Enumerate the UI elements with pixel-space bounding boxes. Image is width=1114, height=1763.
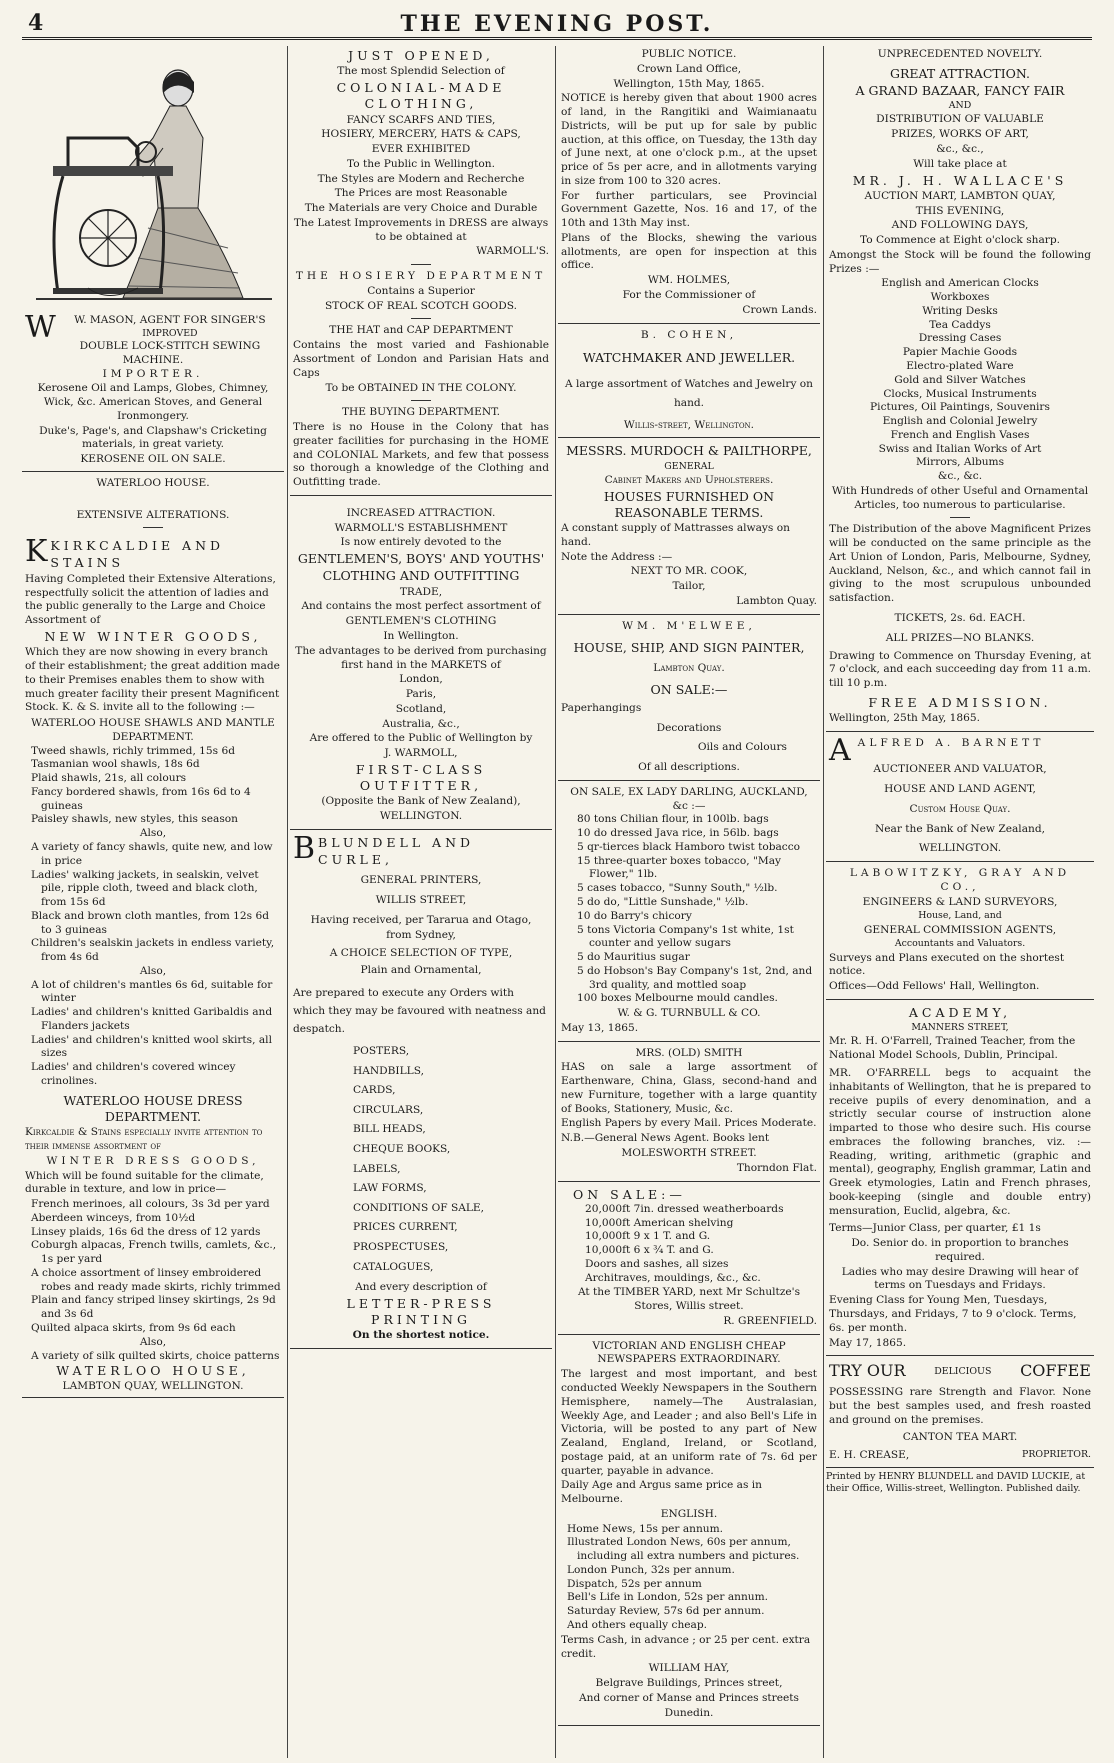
blundell-heading: BLUNDELL AND CURLE, bbox=[318, 834, 475, 867]
dress-item: Quilted alpaca skirts, from 9s 6d each bbox=[31, 1321, 236, 1334]
dress-item: Plain and fancy striped linsey skirtings, 2s 9d and 3s 6d bbox=[31, 1294, 276, 1321]
blundell-curle-ad: BBLUNDELL AND CURLE, GENERAL PRINTERS, WILLIS STREET, Having received, per Tararua and Otago, from Sydney, A CHOICE SELECTION OF TYPE, Plain and Ornamental, Are prepared to execute any Orders with which they may be favoured with neatness and despatch. POSTERS, HANDBILLS, CARDS, CIRCULARS, BILL HEADS, CHEQUE BOOKS, LABELS, LAW FORMS, CONDITIONS OF SALE, PRICES CURRENT, PROSPECTUSES, CATALOGUES, And every description of LETTER-PRESS PRINTING On the shortest notice. bbox=[290, 833, 552, 1349]
prize-item: Tea Caddys bbox=[929, 318, 991, 331]
greenfield-timber-ad: ON SALE:— 20,000ft 7in. dressed weatherboards 10,000ft American shelving 10,000ft 9 x 1 T. and G. 10,000ft 6 x ¾ T. and G. Doors and sashes, all sizes Architraves, mouldings, &c., &c. At the TIMBER YARD, next Mr Schultze's Stores, Willis street. R. GREENFIELD. bbox=[558, 1185, 820, 1335]
cargo-item: 80 tons Chilian flour, in 100lb. bags bbox=[577, 813, 769, 826]
academy-ad: ACADEMY, MANNERS STREET, Mr. R. H. O'Farrell, Trained Teacher, from the National Model Schools, Dublin, Principal. MR. O'FARRELL begs to acquaint the inhabitants of Wellington, that he is prepared to receive pupils of every denomination, and a strictly secular course of instruction alone imparted to those who desire such. His course embraces the following branches, viz. :—Reading, writing, arithmetic (graphic and mental), geography, English grammar, Latin and Greek etymologies, Latin and French phrases, book-keeping (single and double entry) mensuration, Euclid, algebra, &c. Terms—Junior Class, per quarter, £1 1s Do. Senior do. in proportion to branches required. Ladies who may desire Drawing will hear of terms on Tuesdays and Fridays. Evening Class for Young Men, Tuesdays, Thursdays, and Fridays, 7 to 9 o'clock. Terms, 6s. per month. May 17, 1865. bbox=[826, 1003, 1094, 1356]
cargo-item: 5 qr-tierces black Hamboro twist tobacco bbox=[577, 840, 801, 853]
printing-item: PRICES CURRENT, bbox=[353, 1221, 458, 1234]
cargo-item: 10 do dressed Java rice, in 56lb. bags bbox=[577, 827, 779, 840]
shawl-item: Ladies' and children's knitted wool skirts, all sizes bbox=[31, 1033, 272, 1060]
shawl-item: Tasmanian wool shawls, 18s 6d bbox=[31, 758, 200, 771]
prize-item: Gold and Silver Watches bbox=[894, 373, 1026, 386]
cargo-item: 15 three-quarter boxes tobacco, "May Flower," 1lb. bbox=[577, 854, 781, 881]
newspaper-item: Dispatch, 52s per annum bbox=[567, 1577, 702, 1590]
sewing-machine-illustration bbox=[28, 48, 278, 310]
printing-item: CHEQUE BOOKS, bbox=[353, 1143, 451, 1155]
masthead bbox=[22, 8, 1092, 40]
printing-item: PROSPECTUSES, bbox=[353, 1240, 449, 1253]
printing-item: HANDBILLS, bbox=[353, 1064, 424, 1077]
dress-item: Linsey plaids, 16s 6d the dress of 12 yards bbox=[31, 1225, 261, 1238]
printing-item: CARDS, bbox=[353, 1084, 396, 1097]
mrs-smith-ad: MRS. (OLD) SMITH HAS on sale a large assortment of Earthenware, China, Glass, second-hand and new Furniture, together with a large quantity of Books, Stationery, Music, &c. English Papers by every Mail. Prices Moderate. N.B.—General News Agent. Books lent MOLESWORTH STREET. Thorndon Flat. bbox=[558, 1045, 820, 1182]
shawl-item: Children's sealskin jackets in endless variety, from 4s 6d bbox=[31, 937, 275, 964]
public-notice-heading: PUBLIC NOTICE. bbox=[641, 48, 737, 60]
column-1 bbox=[22, 46, 284, 1758]
increased-attraction-ad: INCREASED ATTRACTION. WARMOLL'S ESTABLISHMENT Is now entirely devoted to the GENTLEMEN'S, BOYS' AND YOUTHS' CLOTHING AND OUTFITTING TRADE, And contains the most perfect assortment of GENTLEMEN'S CLOTHING In Wellington. The advantages to be derived from purchasing first hand in the MARKETS of London, Paris, Scotland, Australia, &c., Are offered to the Public of Wellington by J. WARMOLL, FIRST-CLASS OUTFITTER, (Opposite the Bank of New Zealand), WELLINGTON. bbox=[290, 499, 552, 830]
prize-item: Electro-plated Ware bbox=[906, 359, 1014, 372]
shawl-item: Ladies' and children's knitted Garibaldis and Flanders jackets bbox=[31, 1006, 273, 1032]
dress-item: Coburgh alpacas, French twills, camlets, &c., 1s per yard bbox=[31, 1239, 277, 1266]
timber-item: 10,000ft 6 x ¾ T. and G. bbox=[585, 1244, 714, 1257]
prize-item: Writing Desks bbox=[922, 304, 998, 317]
warmoll-ad: JUST OPENED, The most Splendid Selection of COLONIAL-MADE CLOTHING, FANCY SCARFS AND TIES, HOSIERY, MERCERY, HATS & CAPS, EVER EXHIBITED To the Public in Wellington. The Styles are Modern and Recherche The Prices are most Reasonable The Materials are very Choice and Durable The Latest Improvements in DRESS are always to be obtained at WARMOLL'S. THE HOSIERY DEPARTMENT Contains a Superior STOCK OF REAL SCOTCH GOODS. THE HAT and CAP DEPARTMENT Contains the most varied and Fashionable Assortment of London and Parisian Hats and Caps To be OBTAINED IN THE COLONY. THE BUYING DEPARTMENT. There is no House in the Colony that has greater facilities for purchasing in the HOME and COLONIAL Markets, and few that possess so thorough a knowledge of the Clothing and Outfitting trade. bbox=[290, 46, 552, 496]
prize-item: French and English Vases bbox=[890, 428, 1030, 441]
dress-item: A variety of silk quilted skirts, choice patterns bbox=[31, 1349, 280, 1362]
printing-item: BILL HEADS, bbox=[353, 1123, 426, 1136]
newspaper-item: Saturday Review, 57s 6d per annum. bbox=[567, 1605, 765, 1618]
shawl-item: Plaid shawls, 21s, all colours bbox=[31, 772, 187, 785]
public-notice-ad: PUBLIC NOTICE. Crown Land Office, Wellington, 15th May, 1865. NOTICE is hereby given that about 1900 acres of land, in the Rangitiki and Waimianaatu Districts, will be put up for sale by public auction, at this office, on Tuesday, the 13th day of June next, at one o'clock p.m., at the upset price of 5s per acre, and in allotments varying in size from 100 to 320 acres. For further particulars, see Provincial Government Gazette, Nos. 16 and 17, of the 10th and 13th May inst. Plans of the Blocks, shewing the various allotments, are open for inspection at this office. WM. HOLMES, For the Commissioner of Crown Lands. bbox=[558, 46, 820, 324]
cargo-item: 100 boxes Melbourne mould candles. bbox=[577, 992, 778, 1005]
newspaper-item: London Punch, 32s per annum. bbox=[567, 1563, 735, 1576]
prize-item: Dressing Cases bbox=[918, 332, 1002, 345]
printing-item: CONDITIONS OF SALE, bbox=[353, 1201, 485, 1214]
shawl-item: Ladies' walking jackets, in sealskin, velvet pile, ripple cloth, tweed and black cloth, from 15s 6d bbox=[31, 868, 259, 909]
newspaper-title: THE EVENING POST. bbox=[400, 11, 714, 37]
barnett-ad: AALFRED A. BARNETT AUCTIONEER AND VALUATOR, HOUSE AND LAND AGENT, Custom House Quay. Near the Bank of New Zealand, WELLINGTON. bbox=[826, 735, 1094, 862]
turnbull-ad: ON SALE, EX LADY DARLING, AUCKLAND, &c :— 80 tons Chilian flour, in 100lb. bags 10 do dressed Java rice, in 56lb. bags 5 qr-tierces black Hamboro twist tobacco 15 three-quarter boxes tobacco, "May Flower," 1lb. 5 cases tobacco, "Sunny South," ½lb. 5 do do, "Little Sunshade," ½lb. 10 do Barry's chicory 5 tons Victoria Company's 1st white, 1st counter and yellow sugars 5 do Mauritius sugar 5 do Hobson's Bay Company's 1st, 2nd, and 3rd quality, and mottled soap 100 boxes Melbourne mould candles. W. & G. TURNBULL & CO. May 13, 1865. bbox=[558, 784, 820, 1042]
column-rule bbox=[287, 46, 288, 1758]
column-rule bbox=[823, 46, 824, 1758]
prize-item: Pictures, Oil Paintings, Souvenirs bbox=[870, 401, 1050, 414]
cargo-item: 10 do Barry's chicory bbox=[577, 909, 692, 922]
printing-item: CATALOGUES, bbox=[353, 1260, 434, 1273]
prize-item: Mirrors, Albums bbox=[915, 456, 1005, 469]
cargo-item: 5 do do, "Little Sunshade," ½lb. bbox=[577, 896, 749, 908]
timber-item: 10,000ft American shelving bbox=[585, 1216, 734, 1229]
printing-item: LABELS, bbox=[353, 1162, 401, 1175]
newspaper-item: Home News, 15s per annum. bbox=[567, 1522, 724, 1535]
waterloo-house-ad: WATERLOO HOUSE. EXTENSIVE ALTERATIONS. KKIRKCALDIE AND STAINS Having Completed their Extensive Alterations, respectfully solicit the attention of ladies and the public generally to the Large and Choice Assortment of NEW WINTER GOODS, Which they are now showing in every branch of their establishment; the great addition made to their Premises enables them to show with much greater facility their present Magnificent Stock. K. & S. invite all to the following :— WATERLOO HOUSE SHAWLS AND MANTLE DEPARTMENT. Tweed shawls, richly trimmed, 15s 6d Tasmanian wool shawls, 18s 6d Plaid shawls, 21s, all colours Fancy bordered shawls, from 16s 6d to 4 guineas Paisley shawls, new styles, this season Also, A variety of fancy shawls, quite new, and low in price Ladies' walking jackets, in sealskin, velvet pile, ripple cloth, tweed and black cloth, from 15s 6d Black and brown cloth mantles, from 12s 6d to 3 guineas Children's sealskin jackets in endless variety, from 4s 6d Also, A lot of children's mantles 6s 6d, suitable for winter Ladies' and children's knitted Garibaldis and Flanders jackets Ladies' and children's knitted wool skirts, all sizes Ladies' and children's covered wincey crinolines. WATERLOO HOUSE DRESS DEPARTMENT. Kirkcaldie & Stains especially invite attention to their immense assortment of WINTER DRESS GOODS, Which will be found suitable for the climate, durable in texture, and low in price— French merinoes, all colours, 3s 3d per yard Aberdeen winceys, from 10½d Linsey plaids, 16s 6d the dress of 12 yards Coburgh alpacas, French twills, camlets, &c., 1s per yard A choice assortment of linsey embroidered robes and ready made skirts, richly trimmed Plain and fancy striped linsey skirtings, 2s 9d and 3s 6d Quilted alpaca skirts, from 9s 6d each Also, A variety of silk quilted skirts, choice patterns WATERLOO HOUSE, LAMBTON QUAY, WELLINGTON. bbox=[22, 475, 284, 1398]
prize-item: English and Colonial Jewelry bbox=[882, 415, 1038, 428]
grand-bazaar-ad: UNPRECEDENTED NOVELTY. GREAT ATTRACTION. A GRAND BAZAAR, FANCY FAIR AND DISTRIBUTION OF VALUABLE PRIZES, WORKS OF ART, &c., &c., Will take place at MR. J. H. WALLACE'S AUCTION MART, LAMBTON QUAY, THIS EVENING, AND FOLLOWING DAYS, To Commence at Eight o'clock sharp. Amongst the Stock will be found the following Prizes :— English and American Clocks Workboxes Writing Desks Tea Caddys Dressing Cases Papier Machie Goods Electro-plated Ware Gold and Silver Watches Clocks, Musical Instruments Pictures, Oil Paintings, Souvenirs English and Colonial Jewelry French and English Vases Swiss and Italian Works of Art Mirrors, Albums &c., &c. With Hundreds of other Useful and Ornamental Articles, too numerous to particularise. The Distribution of the above Magnificent Prizes will be conducted on the same principle as the Art Union of London, Paris, Melbourne, Sydney, Auckland, Nelson, &c., and which cannot fail in giving to the most scrupulous unbounded satisfaction. TICKETS, 2s. 6d. EACH. ALL PRIZES—NO BLANKS. Drawing to Commence on Thursday Evening, at 7 o'clock, and each succeeding day from 11 a.m. till 10 p.m. FREE ADMISSION. Wellington, 25th May, 1865. bbox=[826, 46, 1094, 732]
shawl-item: Paisley shawls, new styles, this season bbox=[31, 813, 238, 826]
shawl-item: Ladies' and children's covered wincey crinolines. bbox=[31, 1061, 236, 1087]
cohen-ad: B. COHEN, WATCHMAKER AND JEWELLER. A large assortment of Watches and Jewelry on hand. Willis-street, Wellington. bbox=[558, 327, 820, 439]
shawl-item: A variety of fancy shawls, quite new, and low in price bbox=[31, 840, 273, 867]
printing-item: CIRCULARS, bbox=[353, 1103, 424, 1116]
singer-machine-ad: W W. MASON, AGENT FOR SINGER'S IMPROVED DOUBLE LOCK-STITCH SEWING MACHINE. IMPORTER. Kerosene Oil and Lamps, Globes, Chimney, Wick, &c. American Stoves, and General Ironmongery. Duke's, Page's, and Clapshaw's Cricketing materials, in great variety. KEROSENE OIL ON SALE. bbox=[22, 46, 284, 472]
dress-item: French merinoes, all colours, 3s 3d per yard bbox=[31, 1198, 270, 1211]
newspaper-item: Illustrated London News, 60s per annum, including all extra numbers and pictures. bbox=[567, 1536, 800, 1563]
cargo-item: 5 do Mauritius sugar bbox=[577, 951, 690, 964]
column-2 bbox=[290, 46, 552, 1758]
column-rule bbox=[555, 46, 556, 1758]
william-hay-ad: VICTORIAN AND ENGLISH CHEAP NEWSPAPERS EXTRAORDINARY. The largest and most important, and best conducted Weekly Newspapers in the Southern Hemisphere, namely—The Australasian, Weekly Age, and Leader ; and also Bell's Life in Victoria, will be posted to any part of New Zealand, England, Ireland, or Scotland, postage paid, at an uniform rate of 7s. 6d per quarter, payable in advance. Daily Age and Argus same price as in Melbourne. ENGLISH. Home News, 15s per annum. Illustrated London News, 60s per annum, including all extra numbers and pictures. London Punch, 32s per annum. Dispatch, 52s per annum Bell's Life in London, 52s per annum. Saturday Review, 57s 6d per annum. And others equally cheap. Terms Cash, in advance ; or 25 per cent. extra credit. WILLIAM HAY, Belgrave Buildings, Princes street, And corner of Manse and Princes streets Dunedin. bbox=[558, 1338, 820, 1727]
prize-item: Clocks, Musical Instruments bbox=[883, 387, 1037, 400]
column-3 bbox=[558, 46, 820, 1758]
murdoch-pailthorpe-ad: MESSRS. MURDOCH & PAILTHORPE, GENERAL Cabinet Makers and Upholsterers. HOUSES FURNISHED ON REASONABLE TERMS. A constant supply of Mattrasses always on hand. Note the Address :— NEXT TO MR. COOK, Tailor, Lambton Quay. bbox=[558, 441, 820, 614]
bazaar-heading: UNPRECEDENTED NOVELTY. bbox=[877, 48, 1043, 60]
prize-item: English and American Clocks bbox=[881, 277, 1039, 290]
labowitzky-ad: LABOWITZKY, GRAY AND CO., ENGINEERS & LAND SURVEYORS, House, Land, and GENERAL COMMISSION AGENTS, Accountants and Valuators. Surveys and Plans executed on the shortest notice. Offices—Odd Fellows' Hall, Wellington. bbox=[826, 865, 1094, 1000]
newspaper-item: Bell's Life in London, 52s per annum. bbox=[567, 1591, 769, 1604]
coffee-ad: TRY OUR DELICIOUS COFFEE POSSESSING rare Strength and Flavor. None but the best samples used, and fresh roasted and ground on the premises. CANTON TEA MART. E. H. CREASE, PROPRIETOR. bbox=[826, 1359, 1094, 1468]
prize-item: Workboxes bbox=[930, 291, 990, 304]
melwee-ad: WM. M'ELWEE, HOUSE, SHIP, AND SIGN PAINTER, Lambton Quay. ON SALE:— Paperhangings Decorations Oils and Colours Of all descriptions. bbox=[558, 618, 820, 781]
newspaper-item: And others equally cheap. bbox=[567, 1619, 708, 1631]
prize-item: Papier Machie Goods bbox=[902, 346, 1018, 359]
prize-item: Swiss and Italian Works of Art bbox=[878, 442, 1042, 455]
timber-item: 20,000ft 7in. dressed weatherboards bbox=[585, 1202, 784, 1215]
shawl-item: Black and brown cloth mantles, from 12s 6d to 3 guineas bbox=[31, 909, 269, 936]
timber-item: Architraves, mouldings, &c., &c. bbox=[585, 1271, 761, 1284]
timber-item: 10,000ft 9 x 1 T. and G. bbox=[585, 1230, 711, 1243]
dress-item: A choice assortment of linsey embroidered robes and ready made skirts, richly trimmed bbox=[31, 1266, 281, 1293]
printing-item: LAW FORMS, bbox=[353, 1182, 427, 1195]
shawl-item: A lot of children's mantles 6s 6d, suitable for winter bbox=[31, 978, 273, 1005]
shawl-item: Fancy bordered shawls, from 16s 6d to 4 guineas bbox=[31, 785, 251, 812]
printing-item: POSTERS, bbox=[353, 1045, 410, 1058]
cargo-item: 5 cases tobacco, "Sunny South," ½lb. bbox=[577, 882, 778, 895]
column-4 bbox=[826, 46, 1094, 1758]
dress-item: Aberdeen winceys, from 10½d bbox=[31, 1211, 196, 1224]
just-opened-heading: JUST OPENED, bbox=[348, 48, 494, 63]
timber-item: Doors and sashes, all sizes bbox=[585, 1257, 729, 1270]
cargo-item: 5 tons Victoria Company's 1st white, 1st counter and yellow sugars bbox=[577, 923, 794, 950]
mason-heading: W. MASON, AGENT FOR SINGER'S bbox=[74, 314, 266, 326]
shawl-item: Tweed shawls, richly trimmed, 15s 6d bbox=[31, 744, 235, 757]
page-number: 4 bbox=[28, 10, 44, 36]
printer-imprint: Printed by HENRY BLUNDELL and DAVID LUCKIE, at their Office, Willis-street, Wellington. Published daily. bbox=[826, 1470, 1086, 1495]
prize-item: &c., &c. bbox=[937, 470, 983, 483]
cargo-item: 5 do Hobson's Bay Company's 1st, 2nd, and 3rd quality, and mottled soap bbox=[577, 964, 813, 991]
kirkcaldie-stains-heading: KIRKCALDIE AND STAINS bbox=[50, 538, 225, 571]
